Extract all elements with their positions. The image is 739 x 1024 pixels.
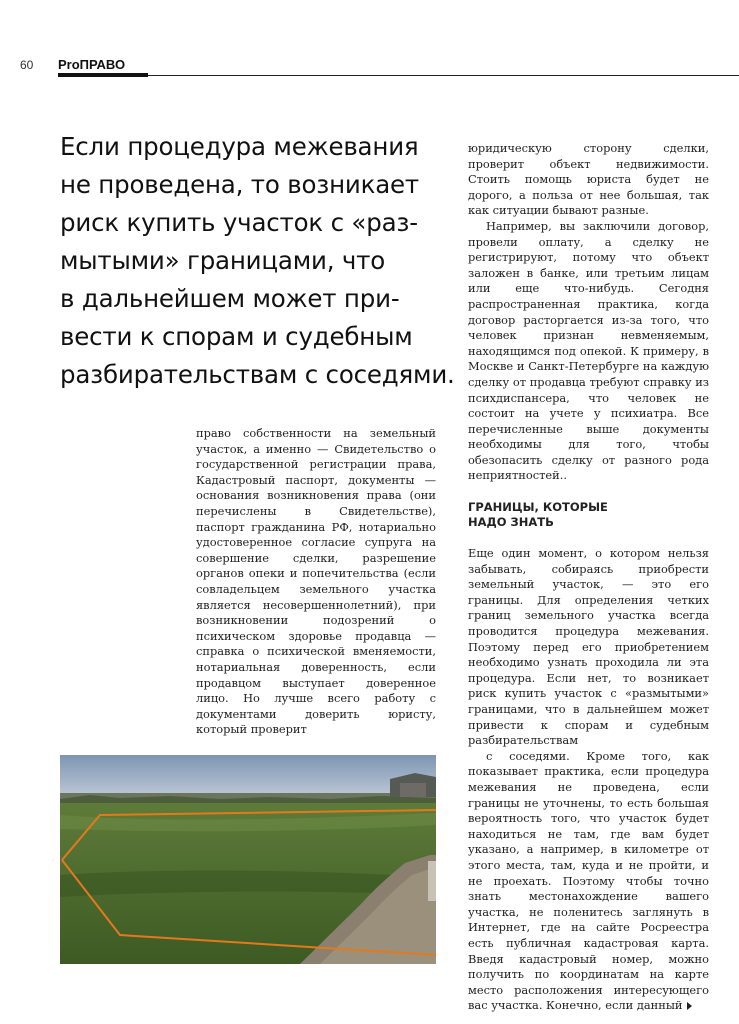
page-number: 60 bbox=[20, 58, 34, 72]
pull-quote-line: вести к спорам и судебным bbox=[60, 322, 413, 351]
pull-quote-line: не проведена, то возникает bbox=[60, 170, 419, 199]
magazine-brand: ProПРАВО bbox=[58, 57, 126, 72]
middle-column bbox=[196, 426, 436, 738]
section-heading bbox=[468, 500, 709, 530]
pull-quote-line: Если процедура межевания bbox=[60, 132, 419, 161]
page-header bbox=[20, 58, 739, 78]
body-paragraph: юридическую сторону сделки, проверит объект недвижимости. Стоить помощь юриста будет не дорого, а польза от нее большая, так как ситуации бывают разные. bbox=[468, 141, 709, 218]
field-photo-icon bbox=[60, 755, 436, 964]
pull-quote-line: мытыми» границами, что bbox=[60, 246, 386, 275]
body-text: с соседями. Кроме того, как показывает практика, если процедура межевания не проведена, если границы не уточнены, то есть большая вероятность того, что участок будет находиться не там, где вам будет указано, а например, в километре от этого места, там, куда и не пройти, и не проехать. Поэтому чтобы точно знать местонахождение вашего участка, не поленитесь заглянуть в Интернет, где на сайте Росреестра есть публичная кадастровая карта. Введя кадастровый номер, можно получить по координатам на карте место расположения интересующего вас участка. Конечно, если данный bbox=[468, 748, 709, 1013]
header-rule bbox=[58, 75, 739, 76]
body-paragraph: Например, вы заключили договор, провели оплату, а сделку не регистрируют, потому что объект заложен в банке, или третьим лицам или еще что-нибудь. Сегодня распространенная практика, когда договор расторгается из-за того, что человек признан невменяемым, находящимся под опекой. К примеру, в Москве и Санкт-Петербурге на каждую сделку от продавца требуют справку из психдиспансера, что человек не состоит на учете у психиатра. Все перечисленные выше документы необходимы для того, чтобы обезопасить сделку от разного рода неприятностей.. bbox=[468, 218, 709, 483]
right-column bbox=[468, 141, 709, 1014]
pull-quote bbox=[60, 128, 455, 394]
body-paragraph: Еще один момент, о котором нельзя забывать, собираясь приобрести земельный участок, — это его границы. Для определения четких границ земельного участка всегда проводится процедура межевания. Поэтому перед его приобретением необходимо узнать проходила ли эта процедура. Если нет, то возникает риск купить участок с «размытыми» границами, что в дальнейшем может привести к спорам и судебным разбирательствам bbox=[468, 546, 709, 748]
pull-quote-line: разбирательствам с соседями. bbox=[60, 360, 455, 389]
pull-quote-line: в дальнейшем может при- bbox=[60, 284, 400, 313]
field-photo bbox=[60, 755, 436, 964]
pull-quote-line: риск купить участок с «раз- bbox=[60, 208, 418, 237]
header-rule-accent bbox=[58, 73, 148, 77]
section-heading-line: ГРАНИЦЫ, КОТОРЫЕ bbox=[468, 500, 608, 515]
section-heading-line: НАДО ЗНАТЬ bbox=[468, 515, 554, 530]
body-paragraph bbox=[468, 749, 709, 1014]
continue-arrow-icon bbox=[687, 1002, 692, 1010]
body-paragraph: право собственности на земельный участок, а именно — Свидетельство о государственной регистрации права, Кадастровый паспорт, документы — основания возникновения права (они перечислены в Свидетельстве), паспорт гражданина РФ, нотариально удостоверенное согласие супруга на совершение сделки, разрешение органов опеки и попечительства (если совладельцем земельного участка является несовершеннолетний), при возникновении подозрений о психическом здоровье продавца — справка о психической вменяемости, нотариальная доверенность, если продавцом выступает доверенное лицо. Но лучше всего работу с документами доверить юристу, который проверит bbox=[196, 426, 436, 737]
